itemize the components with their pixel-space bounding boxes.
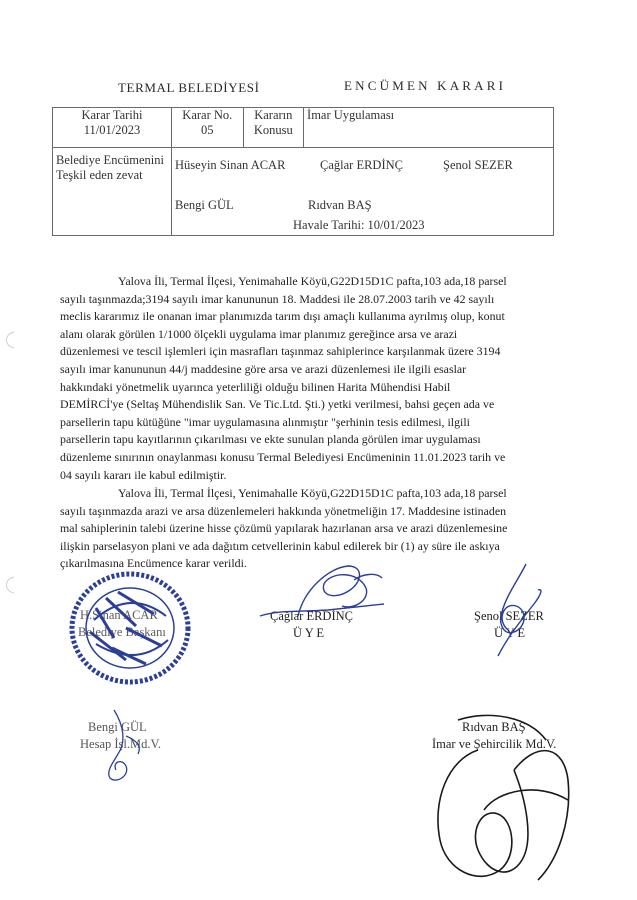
- signatory-5-title: İmar ve Şehircilik Md.V.: [432, 737, 557, 751]
- member-4: Bengi GÜL: [175, 198, 234, 212]
- committee-label-2: Teşkil eden zevat: [56, 168, 143, 182]
- referral-date: Havale Tarihi: 10/01/2023: [293, 218, 425, 232]
- p2-line: sayılı taşınmazda arazi ve arsa düzenlemeleri hakkında yönetmeliğin 17. Maddesine istinaden: [60, 503, 507, 518]
- signatory-3-name: Şenol SEZER: [474, 609, 544, 623]
- signatory-4-name: Bengi GÜL: [88, 720, 147, 734]
- decision-date-label: Karar Tarihi: [81, 108, 143, 122]
- municipal-stamp: [66, 568, 196, 688]
- signatory-5-name: Rıdvan BAŞ: [462, 720, 526, 734]
- p1-line: parsellerin tapu kayıtlarının çıkarılması ve ekte sunulan planda görülen imar uygulaması: [60, 432, 481, 447]
- hole-punch-mark: [2, 330, 16, 350]
- p1-line: parsellerin tapu kütüğüne "imar uygulamasına alınmıştır "şerhinin tesis edilmesi, ilgili: [60, 414, 470, 429]
- decision-date-cell: [53, 108, 172, 148]
- signatory-2-title: Ü Y E: [293, 626, 325, 640]
- subject-value: İmar Uygulaması: [307, 108, 395, 122]
- member-2: Çağlar ERDİNÇ: [320, 158, 403, 172]
- p1-line: Yalova İli, Termal İlçesi, Yenimahalle Köyü,G22D15D1C pafta,103 ada,18 parsel: [118, 274, 507, 288]
- p1-line: hakkındaki yönetmelik uyarınca yeterliliği olduğu bilinen Harita Mühendisi Habil: [60, 379, 451, 394]
- signatory-4-title: Hesap İşl.Md.V.: [80, 737, 162, 751]
- signature-5-scribble: [418, 690, 588, 890]
- subject-cell: [304, 108, 554, 148]
- p1-line: meclis kararımız ile onanan imar planımızda tarım dışı amaçlı kullanıma ayrılmış olup, konut: [60, 309, 505, 324]
- paragraph-1: [60, 273, 568, 484]
- committee-members-cell: [172, 148, 554, 236]
- signature-3-scribble: [478, 560, 548, 660]
- subject-label-1: Kararın: [254, 108, 293, 122]
- decision-meta-table: [52, 107, 554, 236]
- committee-label-1: Belediye Encümenini: [56, 153, 164, 167]
- decision-no: 05: [201, 123, 214, 137]
- signature-2-scribble: [258, 560, 388, 630]
- decision-no-cell: [172, 108, 244, 148]
- subject-label-cell: [243, 108, 303, 148]
- committee-label-cell: [53, 148, 172, 236]
- p1-line: düzenlemesi ve tescil işlemleri için masrafları taşınmaz sahiplerince karşılanmak üzere 3194: [60, 344, 501, 359]
- p1-line: DEMİRCİ'ye (Seltaş Mühendislik San. Ve Tic.Ltd. Şti.) yetki verilmesi, bahsi geçen ada ve: [60, 397, 495, 412]
- document-type: ENCÜMEN KARARI: [344, 78, 507, 93]
- hole-punch-mark: [2, 575, 16, 595]
- p2-line: ilişkin parselasyon plani ve ada dağıtım cetvellerinin kabul edilerek bir (1) ay süre ile askıya: [60, 538, 500, 553]
- municipality-name: TERMAL BELEDİYESİ: [118, 80, 260, 95]
- signatory-2-name: Çağlar ERDİNÇ: [270, 609, 353, 623]
- p2-line: Yalova İli, Termal İlçesi, Yenimahalle Köyü,G22D15D1C pafta,103 ada,18 parsel: [118, 486, 507, 500]
- member-3: Şenol SEZER: [443, 158, 513, 172]
- p2-line: mal sahiplerinin talebi üzerine hisse çözümü yapılarak hazırlanan arsa ve arazi düzenlemesine: [60, 521, 508, 536]
- p1-line: sayılı taşınmazda;3194 sayılı imar kanununun 18. Maddesi ile 28.07.2003 tarih ve 42 sayılı: [60, 291, 495, 306]
- signatory-1-name: H.Sinan ACAR: [80, 608, 158, 622]
- p1-line: sayılı imar kanununun 44/j maddesine göre arsa ve arazi düzenlemesi ile ilgili esaslar: [60, 361, 467, 376]
- member-5: Rıdvan BAŞ: [308, 198, 372, 212]
- decision-date: 11/01/2023: [83, 123, 141, 137]
- member-1: Hüseyin Sinan ACAR: [175, 158, 286, 172]
- p1-line: düzenleme sınırının onaylanması konusu Termal Belediyesi Encümeninin 11.01.2023 tarih ve: [60, 449, 506, 464]
- p2-line: çıkarılmasına Encümence karar verildi.: [60, 556, 247, 571]
- p1-line: 04 sayılı kararı ile kabul edilmiştir.: [60, 467, 227, 482]
- signatory-1-title: Belediye Başkanı: [78, 625, 166, 639]
- signature-4-scribble: [96, 706, 156, 786]
- signatory-3-title: Ü Y E: [494, 626, 526, 640]
- subject-label-2: Konusu: [253, 123, 293, 137]
- decision-no-label: Karar No.: [182, 108, 233, 122]
- p1-line: alanı olarak görülen 1/1000 ölçekli uygulama imar planımız gereğince arsa ve arazi: [60, 326, 458, 341]
